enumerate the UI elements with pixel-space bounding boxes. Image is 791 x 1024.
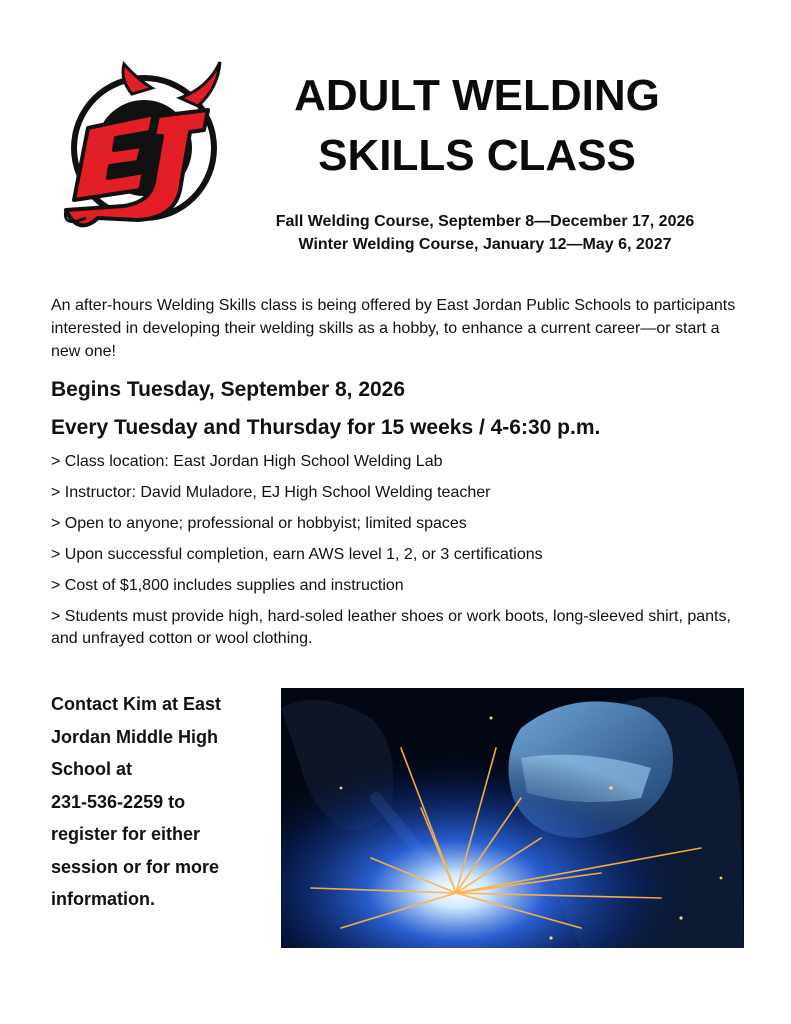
fall-course-date: Fall Welding Course, September 8—December 17, 2026 (275, 213, 695, 230)
detail-item: > Class location: East Jordan High School Welding Lab (51, 453, 443, 470)
detail-item: > Students must provide high, hard-soled leather shoes or work boots, long-sleeved shirt, pants, and unfrayed cotton or wool clothing. (51, 608, 731, 647)
contact-phone: 231-536-2259 to (51, 791, 186, 812)
contact-line: information. (51, 889, 155, 909)
title-line-2: SKILLS CLASS (318, 131, 636, 180)
contact-line: session or for more (51, 856, 220, 877)
contact-line: register for either (51, 824, 201, 844)
contact-line: School at (51, 759, 133, 779)
detail-item: > Cost of $1,800 includes supplies and instruction (51, 577, 404, 594)
class-details-list (51, 451, 751, 659)
intro-paragraph: An after-hours Welding Skills class is being offered by East Jordan Public Schools to participants interested in developing their welding skills as a hobby, to enhance a current career—or start a new one! (51, 297, 736, 360)
page-title (232, 66, 722, 186)
detail-item: > Open to anyone; professional or hobbyist; limited spaces (51, 515, 467, 532)
schedule-heading: Every Tuesday and Thursday for 15 weeks / 4-6:30 p.m. (51, 416, 601, 439)
detail-item: > Upon successful completion, earn AWS level 1, 2, or 3 certifications (51, 546, 543, 563)
detail-item: > Instructor: David Muladore, EJ High School Welding teacher (51, 484, 491, 501)
begins-date-heading: Begins Tuesday, September 8, 2026 (51, 378, 406, 401)
east-jordan-red-devils-logo (58, 58, 228, 228)
contact-line: Jordan Middle High (51, 726, 219, 747)
contact-info (51, 688, 266, 916)
title-line-1: ADULT WELDING (294, 71, 660, 120)
winter-course-date: Winter Welding Course, January 12—May 6, 2027 (298, 236, 672, 253)
course-dates (220, 210, 750, 256)
contact-line: Contact Kim at East (51, 694, 222, 714)
welder-photo (281, 688, 744, 948)
